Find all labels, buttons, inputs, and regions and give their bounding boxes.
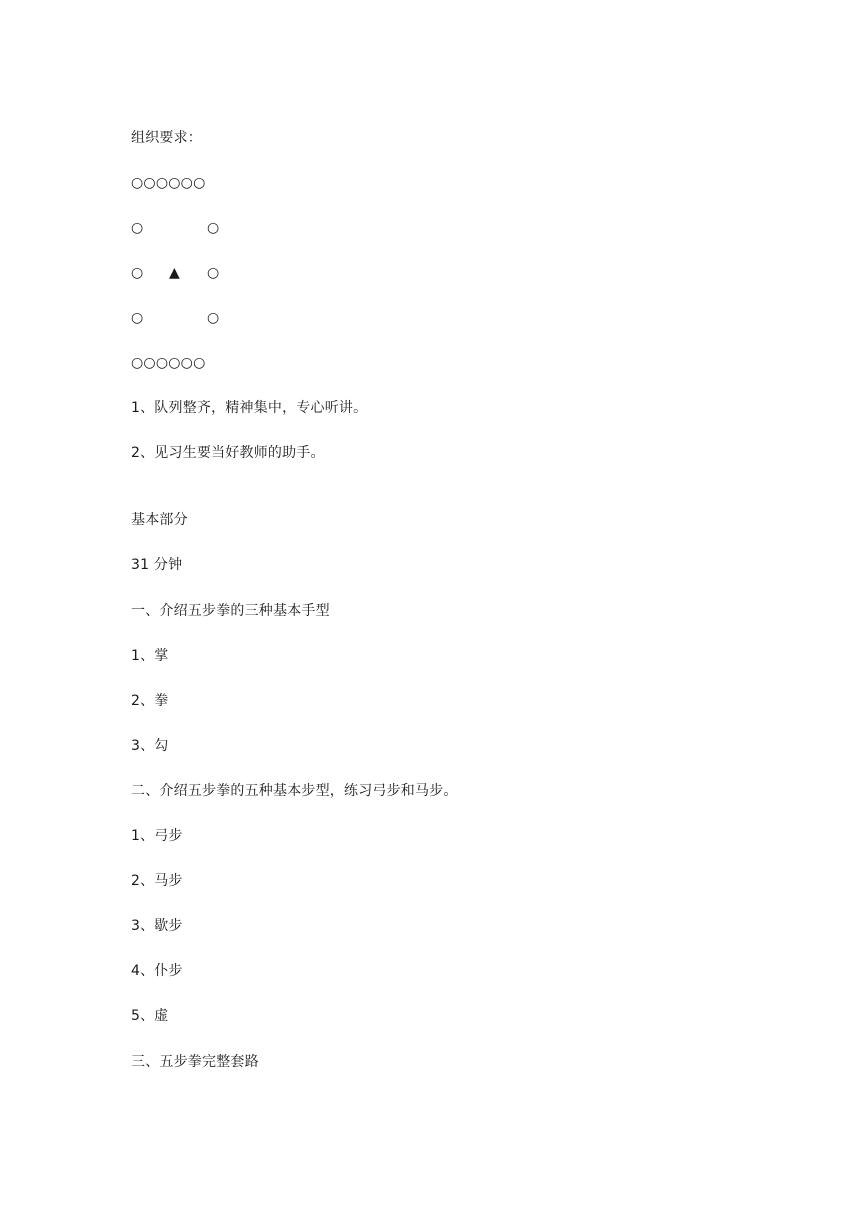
student-marker-left: ○ <box>131 265 144 281</box>
requirement-item: 2、见习生要当好教师的助手。 <box>131 445 325 461</box>
student-marker-right: ○ <box>207 265 220 281</box>
formation-row-top: ○○○○○○ <box>131 175 206 191</box>
stance-item: 5、虚 <box>131 1008 169 1024</box>
student-marker-right: ○ <box>207 220 220 236</box>
hand-shape-item: 3、勾 <box>131 738 169 754</box>
stance-item: 1、弓步 <box>131 828 183 844</box>
stance-item: 3、歇步 <box>131 918 183 934</box>
teacher-marker: ▲ <box>169 265 180 281</box>
section-duration: 31 分钟 <box>131 557 183 573</box>
formation-row-2 <box>131 218 231 238</box>
hand-shape-item: 1、掌 <box>131 648 169 664</box>
part2-title: 二、介绍五步拳的五种基本步型，练习弓步和马步。 <box>131 783 458 799</box>
formation-row-bottom: ○○○○○○ <box>131 355 206 371</box>
student-marker-left: ○ <box>131 310 144 326</box>
hand-shape-item: 2、拳 <box>131 693 169 709</box>
stance-item: 2、马步 <box>131 873 183 889</box>
formation-row-3 <box>131 263 231 283</box>
formation-row-4 <box>131 308 231 328</box>
part3-title: 三、五步拳完整套路 <box>131 1054 259 1070</box>
student-marker-right: ○ <box>207 310 220 326</box>
student-marker-left: ○ <box>131 220 144 236</box>
stance-item: 4、仆步 <box>131 963 183 979</box>
organization-heading: 组织要求： <box>131 130 202 146</box>
section-title: 基本部分 <box>131 512 188 528</box>
requirement-item: 1、队列整齐，精神集中，专心听讲。 <box>131 400 368 416</box>
part1-title: 一、介绍五步拳的三种基本手型 <box>131 603 330 619</box>
